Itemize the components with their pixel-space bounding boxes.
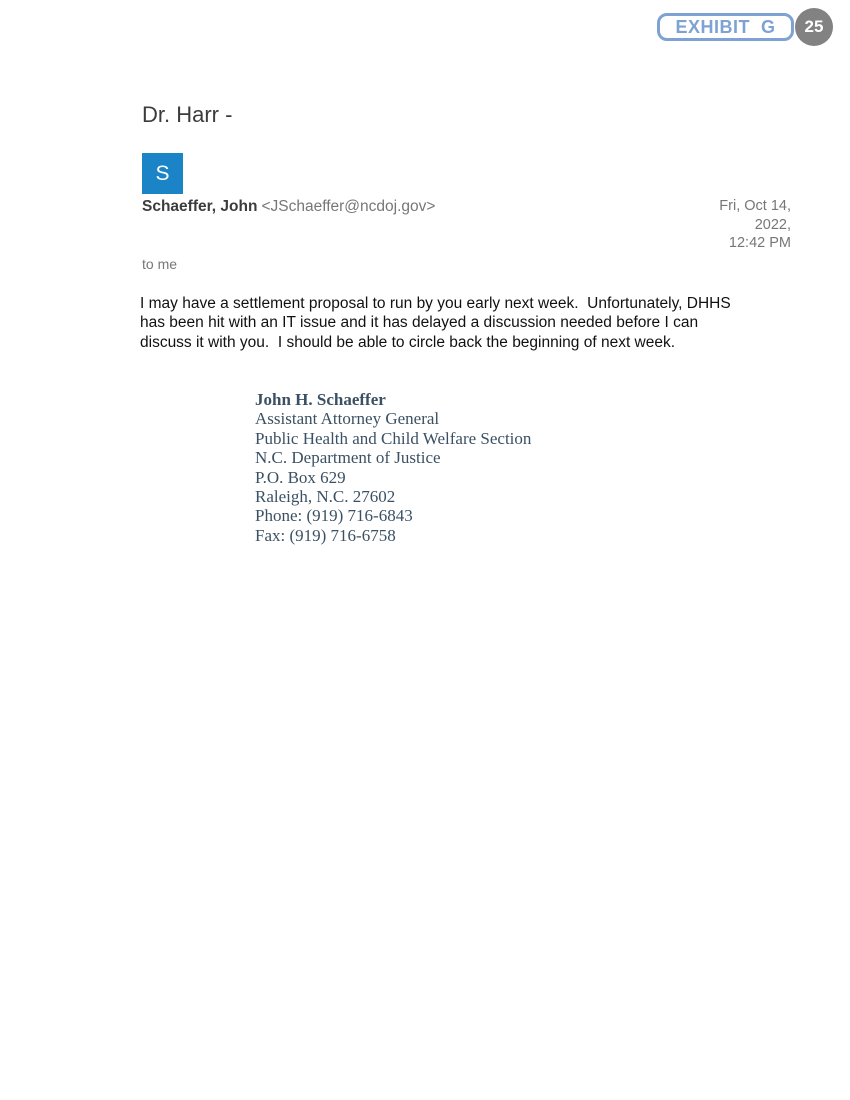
sender-email-address: <JSchaeffer@ncdoj.gov> <box>261 198 436 215</box>
signature-line: Raleigh, N.C. 27602 <box>255 487 396 507</box>
email-body-line: discuss it with you. I should be able to circle back the beginning of next week. <box>140 333 676 351</box>
timestamp-line: Fri, Oct 14, <box>719 198 791 214</box>
signature-line: Fax: (919) 716-6758 <box>255 525 396 545</box>
exhibit-page-number-badge <box>795 8 833 46</box>
sender-name: Schaeffer, John <box>142 198 258 215</box>
email-body-line: I may have a settlement proposal to run by you early next week. Unfortunately, DHHS <box>140 295 731 312</box>
signature-line: Public Health and Child Welfare Section <box>255 428 532 448</box>
sender-avatar-letter: S <box>155 161 170 185</box>
greeting-text: Dr. Harr - <box>142 102 233 127</box>
email-body-line: has been hit with an IT issue and it has delayed a discussion needed before I can <box>140 314 699 332</box>
timestamp-line: 12:42 PM <box>728 235 791 251</box>
exhibit-page-number: 25 <box>804 17 824 36</box>
sender-avatar <box>142 153 183 194</box>
email-body <box>140 294 731 352</box>
email-timestamp <box>719 197 791 253</box>
signature-line: N.C. Department of Justice <box>255 448 441 468</box>
signature-block <box>255 390 531 545</box>
timestamp-line: 2022, <box>754 216 791 233</box>
exhibit-stamp-label: EXHIBIT G <box>675 16 776 37</box>
signature-line: Assistant Attorney General <box>255 409 440 429</box>
recipient-label: to me <box>142 256 178 272</box>
signature-line: Phone: (919) 716-6843 <box>255 506 413 526</box>
exhibit-stamp <box>657 13 794 41</box>
email-sender-line <box>142 198 435 216</box>
signature-line: P.O. Box 629 <box>255 467 346 487</box>
signature-name: John H. Schaeffer <box>255 390 386 409</box>
